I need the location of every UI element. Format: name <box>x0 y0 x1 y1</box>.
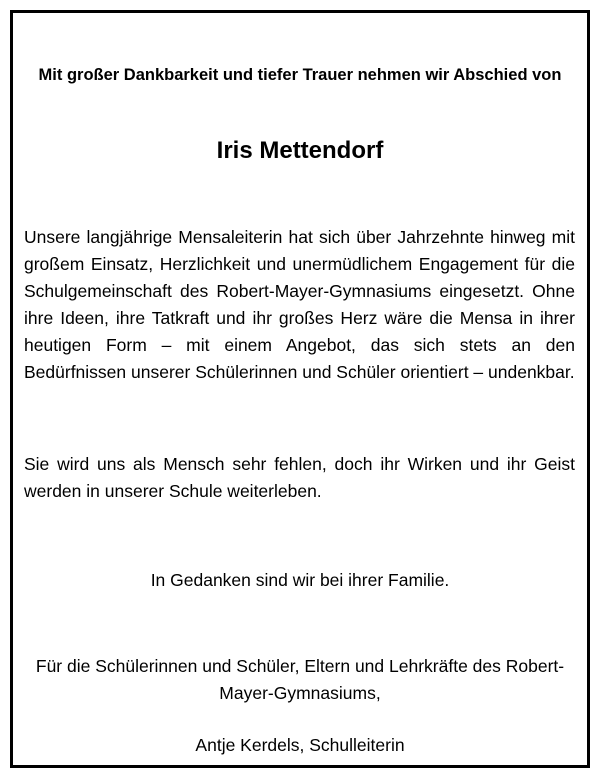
deceased-name: Iris Mettendorf <box>216 137 384 164</box>
sender-line: Für die Schülerinnen und Schüler, Eltern und Lehrkräfte des Robert-Mayer-Gymnasiums, <box>35 656 565 703</box>
intro-heading: Mit großer Dankbarkeit und tiefer Trauer nehmen wir Abschied von <box>38 66 562 84</box>
farewell-paragraph: Sie wird uns als Mensch sehr fehlen, doch ihr Wirken und ihr Geist werden in unserer Schule weiterleben. <box>24 454 575 501</box>
tribute-paragraph: Unsere langjährige Mensaleiterin hat sich über Jahrzehnte hinweg mit großem Einsatz, Herzlichkeit und unermüdlichem Engagement für die Schulgemeinschaft des Robert-Mayer-Gymnasiums eingesetzt. Ohne ihre Ideen, ihre Tatkraft und ihr großes Herz wäre die Mensa in ihrer heutigen Form – mit einem Angebot, das sich stets an den Bedürfnissen unserer Schülerinnen und Schüler orientiert – undenkbar. <box>24 227 575 382</box>
condolence-line: In Gedanken sind wir bei ihrer Familie. <box>150 570 450 590</box>
signature-line: Antje Kerdels, Schulleiterin <box>195 735 405 755</box>
